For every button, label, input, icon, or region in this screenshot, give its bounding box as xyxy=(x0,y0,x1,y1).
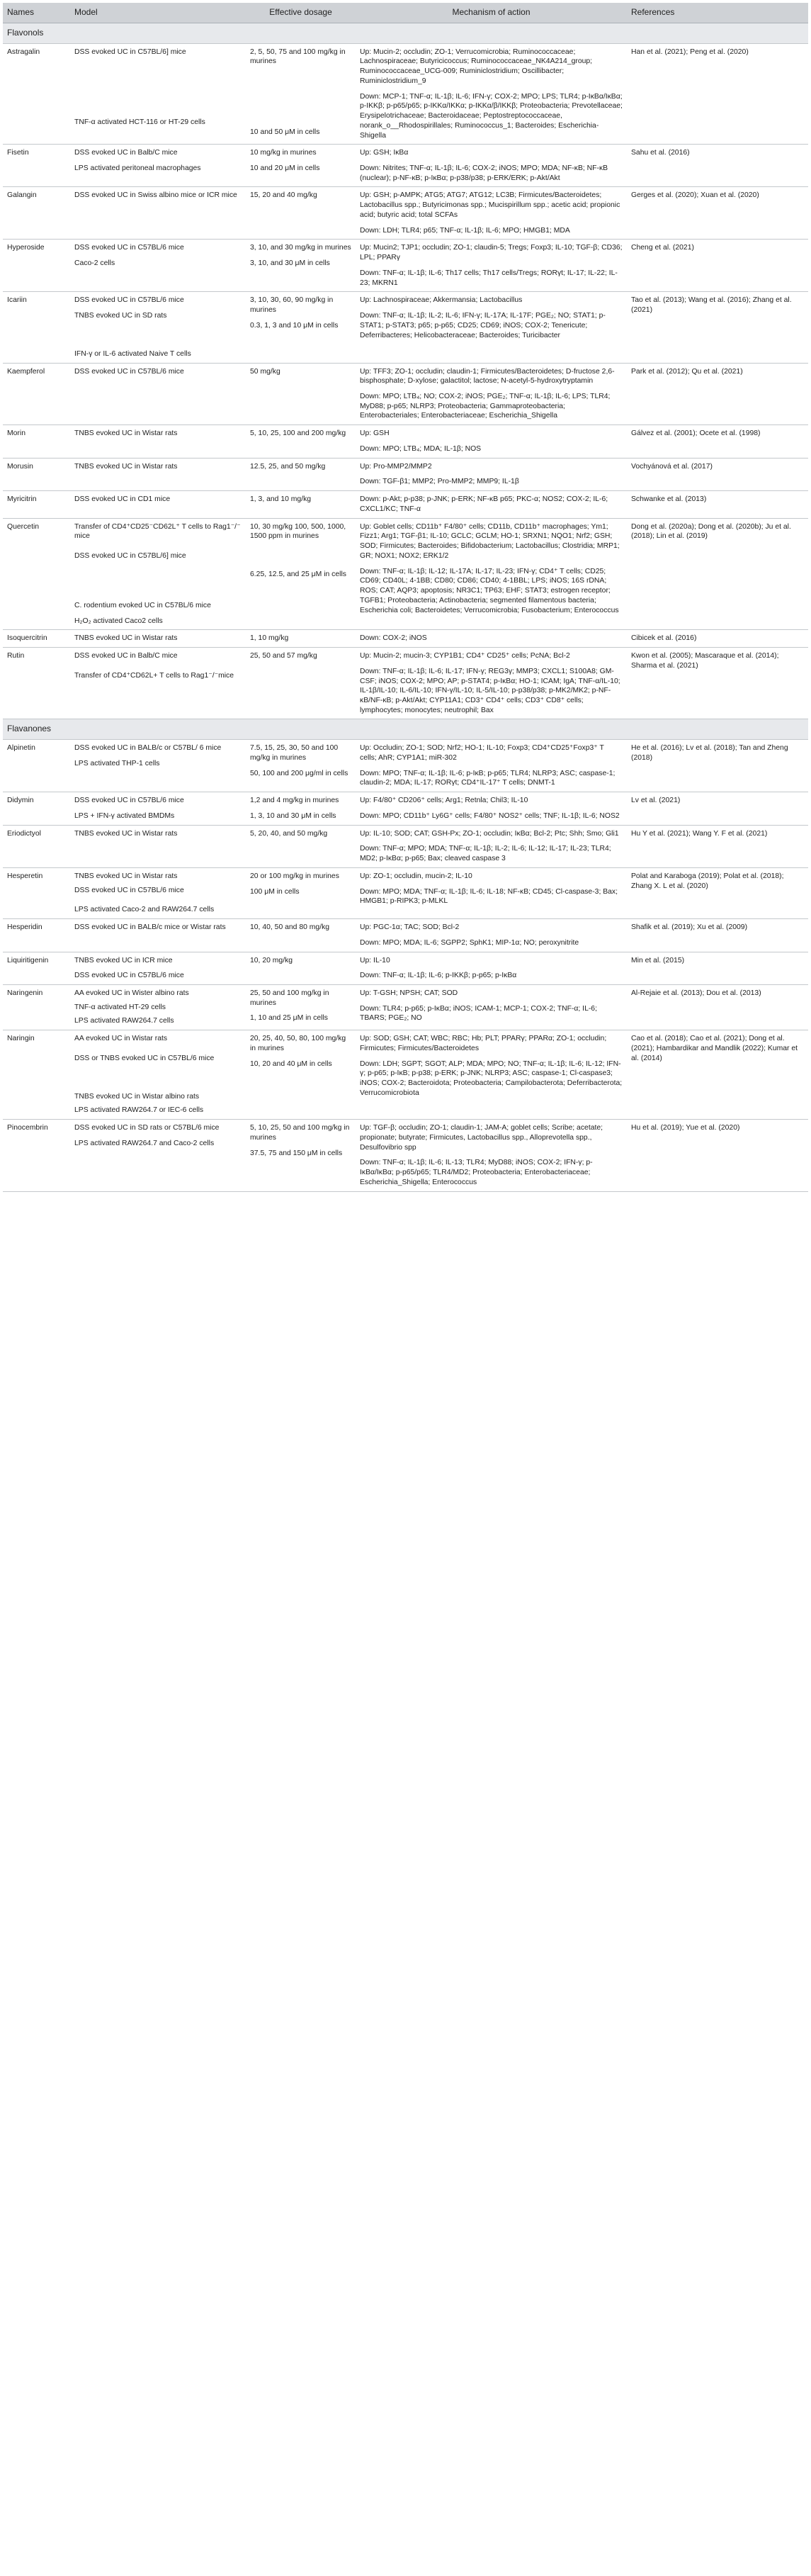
compound-name: Pinocembrin xyxy=(3,1120,70,1191)
compound-name: Hesperetin xyxy=(3,867,70,918)
references-cell: Al-Rejaie et al. (2013); Dou et al. (2013) xyxy=(627,985,808,1030)
dosage-cell xyxy=(246,630,356,648)
mechanism-item: Up: PGC-1α; TAC; SOD; Bcl-2 xyxy=(360,923,460,932)
dosage-cell xyxy=(246,867,356,918)
compound-name: Didymin xyxy=(3,792,70,825)
mechanism-cell xyxy=(356,518,627,630)
table-row xyxy=(3,919,808,952)
model-item: Transfer of CD4⁺CD25⁻CD62L⁺ T cells to Rag1⁻/⁻ mice xyxy=(74,522,241,541)
dosage-item: 1, 10 and 25 μM in cells xyxy=(250,1014,328,1023)
mechanism-item: Down: TGF-β1; MMP2; Pro-MMP2; MMP9; IL-1β xyxy=(360,478,519,486)
mechanism-cell xyxy=(356,292,627,363)
mechanism-item: Up: Mucin-2; mucin-3; CYP1B1; CD4⁺ CD25⁺ cells; PcNA; Bcl-2 xyxy=(360,652,570,660)
table-body xyxy=(3,23,808,1191)
model-item: LPS activated Caco-2 and RAW264.7 cells xyxy=(74,906,215,914)
references-cell: Lv et al. (2021) xyxy=(627,792,808,825)
model-item: DSS evoked UC in BALB/c or C57BL/ 6 mice xyxy=(74,744,222,753)
dosage-item: 10, 40, 50 and 80 mg/kg xyxy=(250,923,330,932)
model-cell xyxy=(70,792,246,825)
mechanism-item: Down: MPO; CD11b⁺ Ly6G⁺ cells; F4/80⁺ NOS2⁺ cells; TNF; IL-1β; IL-6; NOS2 xyxy=(360,811,620,820)
model-item: LPS activated peritoneal macrophages xyxy=(74,164,201,172)
mechanism-cell xyxy=(356,648,627,719)
mechanism-cell xyxy=(356,1120,627,1191)
model-item: DSS evoked UC in C57BL/6 mice xyxy=(74,367,184,376)
dosage-item: 1,2 and 4 mg/kg in murines xyxy=(250,797,339,805)
model-item: LPS activated RAW264.7 or IEC-6 cells xyxy=(74,1106,204,1115)
model-item: DSS evoked UC in C57BL/6] mice xyxy=(74,47,186,56)
mechanism-cell xyxy=(356,985,627,1030)
mechanism-cell xyxy=(356,867,627,918)
dosage-cell xyxy=(246,792,356,825)
model-cell xyxy=(70,1120,246,1191)
compound-name: Eriodictyol xyxy=(3,825,70,867)
mechanism-item: Up: Pro-MMP2/MMP2 xyxy=(360,462,432,471)
dosage-cell xyxy=(246,491,356,518)
dosage-item: 50 mg/kg xyxy=(250,367,280,376)
dosage-cell xyxy=(246,425,356,458)
model-item: DSS evoked UC in Balb/C mice xyxy=(74,652,178,660)
mechanism-cell xyxy=(356,240,627,292)
mechanism-cell xyxy=(356,919,627,952)
model-cell xyxy=(70,43,246,145)
dosage-item: 7.5, 15, 25, 30, 50 and 100 mg/kg in murines xyxy=(250,744,339,762)
compound-name: Naringin xyxy=(3,1030,70,1120)
data-table xyxy=(3,3,808,1192)
mechanism-item: Down: MPO; TNF-α; IL-1β; IL-6; p-IκB; p-p65; TLR4; NLRP3; ASC; caspase-1; claudin-2; MDA; IL-17; RORγt; CD4⁺IL-17⁺ T cells; DNMT-1 xyxy=(360,769,616,787)
dosage-cell xyxy=(246,187,356,240)
dosage-cell xyxy=(246,292,356,363)
mechanism-item: Up: TFF3; ZO-1; occludin; claudin-1; Firmicutes/Bacteroidetes; D-fructose 2,6-bisphosphate; D-xylose; galactitol; lactose; N-acetyl-5-hydroxytryptamin xyxy=(360,367,615,386)
model-cell xyxy=(70,648,246,719)
header-model: Model xyxy=(70,3,246,23)
model-item: DSS evoked UC in C57BL/6 mice xyxy=(74,972,184,980)
mechanism-item: Down: COX-2; iNOS xyxy=(360,634,427,643)
mechanism-item: Up: IL-10 xyxy=(360,956,390,964)
mechanism-cell xyxy=(356,740,627,792)
model-cell xyxy=(70,491,246,518)
references-cell: He et al. (2016); Lv et al. (2018); Tan and Zheng (2018) xyxy=(627,740,808,792)
mechanism-item: Up: SOD; GSH; CAT; WBC; RBC; Hb; PLT; PPARγ; PPARα; ZO-1; occludin; Firmicutes; Firmicutes/Bacteroidetes xyxy=(360,1035,607,1052)
model-cell xyxy=(70,740,246,792)
mechanism-cell xyxy=(356,952,627,984)
compound-name: Rutin xyxy=(3,648,70,719)
references-cell: Kwon et al. (2005); Mascaraque et al. (2014); Sharma et al. (2021) xyxy=(627,648,808,719)
dosage-cell xyxy=(246,518,356,630)
model-item: AA evoked UC in Wister albino rats xyxy=(74,989,189,998)
dosage-item: 10 and 20 μM in cells xyxy=(250,164,320,172)
mechanism-item: Down: p-Akt; p-p38; p-JNK; p-ERK; NF-κB p65; PKC-α; NOS2; COX-2; IL-6; CXCL1/KC; TNF-α xyxy=(360,495,608,513)
mechanism-cell xyxy=(356,145,627,187)
dosage-item: 10 mg/kg in murines xyxy=(250,149,317,157)
dosage-item: 20 or 100 mg/kg in murines xyxy=(250,872,339,880)
model-item: DSS evoked UC in BALB/c mice or Wistar rats xyxy=(74,923,226,932)
references-cell: Polat and Karaboga (2019); Polat et al. (2018); Zhang X. L et al. (2020) xyxy=(627,867,808,918)
table-row xyxy=(3,630,808,648)
model-cell xyxy=(70,145,246,187)
mechanism-item: Up: ZO-1; occludin, mucin-2; IL-10 xyxy=(360,872,472,880)
model-item: TNBS evoked UC in Wistar rats xyxy=(74,634,178,643)
references-cell: Park et al. (2012); Qu et al. (2021) xyxy=(627,363,808,425)
table-row xyxy=(3,867,808,918)
references-cell: Gálvez et al. (2001); Ocete et al. (1998) xyxy=(627,425,808,458)
table-row xyxy=(3,1120,808,1191)
dosage-item: 12.5, 25, and 50 mg/kg xyxy=(250,462,326,471)
section-title: Flavonols xyxy=(3,23,808,43)
header-references: References xyxy=(627,3,808,23)
compound-name: Galangin xyxy=(3,187,70,240)
table-row xyxy=(3,648,808,719)
compound-name: Astragalin xyxy=(3,43,70,145)
model-item: TNBS evoked UC in SD rats xyxy=(74,312,167,320)
mechanism-item: Down: TNF-α; MPO; MDA; TNF-α; IL-1β; IL-2; IL-6; IL-12; IL-17; IL-23; TLR4; MD2; p-IκBα; p-p65; Bax; cleaved caspase 3 xyxy=(360,845,611,863)
mechanism-cell xyxy=(356,187,627,240)
dosage-item: 10, 20 mg/kg xyxy=(250,956,293,964)
dosage-item: 20, 25, 40, 50, 80, 100 mg/kg in murines xyxy=(250,1035,346,1052)
model-item: TNBS evoked UC in Wistar rats xyxy=(74,462,178,471)
table-row xyxy=(3,985,808,1030)
model-cell xyxy=(70,363,246,425)
dosage-item: 5, 20, 40, and 50 mg/kg xyxy=(250,829,328,838)
references-cell: Sahu et al. (2016) xyxy=(627,145,808,187)
dosage-item: 10, 20 and 40 μM in cells xyxy=(250,1059,332,1068)
mechanism-cell xyxy=(356,1030,627,1120)
table-row xyxy=(3,792,808,825)
table-row xyxy=(3,952,808,984)
dosage-cell xyxy=(246,919,356,952)
model-item: Transfer of CD4⁺CD62L+ T cells to Rag1⁻/⁻mice xyxy=(74,671,234,680)
model-item: DSS evoked UC in C57BL/6 mice xyxy=(74,886,184,894)
dosage-item: 0.3, 1, 3 and 10 μM in cells xyxy=(250,321,339,330)
model-cell xyxy=(70,425,246,458)
table-row xyxy=(3,1030,808,1120)
mechanism-item: Down: MPO; LTB₄; MDA; IL-1β; NOS xyxy=(360,444,482,453)
compound-name: Fisetin xyxy=(3,145,70,187)
mechanism-cell xyxy=(356,491,627,518)
dosage-item: 1, 10 mg/kg xyxy=(250,634,289,643)
mechanism-item: Down: TNF-α; IL-1β; IL-6; p-IKKβ; p-p65; p-IκBα xyxy=(360,972,517,980)
references-cell: Min et al. (2015) xyxy=(627,952,808,984)
mechanism-cell xyxy=(356,425,627,458)
mechanism-item: Down: MPO; MDA; IL-6; SGPP2; SphK1; MIP-1α; NO; peroxynitrite xyxy=(360,938,579,947)
table-row xyxy=(3,518,808,630)
dosage-item: 2, 5, 50, 75 and 100 mg/kg in murines xyxy=(250,47,346,66)
mechanism-item: Down: MPO; LTB₄; NO; COX-2; iNOS; PGE₂; TNF-α; IL-1β; IL-6; LPS; TLR4; MyD88; p-p65; NLRP3; Proteobacteria; Gammaproteobacteria; Enterobacteriales; Enterobacteriaceae; Escherichia_Shigella xyxy=(360,393,611,420)
table-row xyxy=(3,145,808,187)
model-item: DSS evoked UC in Swiss albino mice or ICR mice xyxy=(74,191,237,200)
table-row xyxy=(3,363,808,425)
mechanism-item: Up: F4/80⁺ CD206⁺ cells; Arg1; Retnla; Chil3; IL-10 xyxy=(360,797,528,805)
mechanism-item: Down: TNF-α; IL-1β; IL-6; Th17 cells; Th17 cells/Tregs; RORγt; IL-17; IL-22; IL-23; MKRN1 xyxy=(360,269,618,287)
table-header xyxy=(3,3,808,23)
compound-name: Morusin xyxy=(3,458,70,490)
mechanism-item: Down: MPO; MDA; TNF-α; IL-1β; IL-6; IL-18; NF-κB; CD45; Cl-caspase-3; Bax; HMGB1; p-RIPK3; p-MLKL xyxy=(360,887,618,906)
dosage-item: 3, 10, and 30 μM in cells xyxy=(250,259,330,268)
table-row xyxy=(3,187,808,240)
dosage-cell xyxy=(246,363,356,425)
model-item: LPS activated RAW264.7 cells xyxy=(74,1017,174,1025)
compound-name: Isoquercitrin xyxy=(3,630,70,648)
dosage-cell xyxy=(246,43,356,145)
references-cell: Tao et al. (2013); Wang et al. (2016); Zhang et al. (2021) xyxy=(627,292,808,363)
mechanism-cell xyxy=(356,363,627,425)
mechanism-item: Down: Nitrites; TNF-α; IL-1β; IL-6; COX-2; iNOS; MPO; MDA; NF-κB; NF-κB (nuclear); p-NF-κB; p-IκBα; p-p38/p38; p-ERK/ERK; p-Akt/Akt xyxy=(360,164,608,182)
mechanism-item: Down: TNF-α; IL-1β; IL-6; IL-17; IFN-γ; REG3γ; MMP3; CXCL1; S100A8; GM-CSF; iNOS; COX-2; MPO; AP; p-STAT4; p-IκBα; HO-1; ICAM; IgA; TNF-α/IL-10; IL-1β/IL-10; IL-6/IL-10; IFN-γ/IL-10; IL-5/IL-10; p-p38/p38; p-MK2/MK2; p-NF-κB/NF-κB; p-Akt/Akt; CYP11A1; CD3⁺ CD4⁺ cells; CD3⁺ CD8⁺ cells; lymphocytes; monocytes; neutrophil; Bax xyxy=(360,667,620,714)
mechanism-item: Up: Occludin; ZO-1; SOD; Nrf2; HO-1; IL-10; Foxp3; CD4⁺CD25⁺Foxp3⁺ T cells; AhR; CYP1A1; miR-302 xyxy=(360,744,604,762)
compound-name: Kaempferol xyxy=(3,363,70,425)
model-item: DSS evoked UC in C57BL/6 mice xyxy=(74,244,184,252)
mechanism-item: Down: MCP-1; TNF-α; IL-1β; IL-6; IFN-γ; COX-2; MPO; LPS; TLR4; p-IκBα/IκBα; p-IKKβ; p-p65/p65; p-IKKα/IKKα; p-IKKα/β/IKKβ; Proteobacteria; Prevotellaceae; Erysipelotrichaceae; Bacteroidaceae; Peptostreptococcaceae, norank_o__Rhodospirillales; Ruminococcus_1; Bacteroides; Escherichia-Shigella xyxy=(360,92,623,140)
model-item: C. rodentium evoked UC in C57BL/6 mice xyxy=(74,601,211,609)
compound-name: Quercetin xyxy=(3,518,70,630)
references-cell: Dong et al. (2020a); Dong et al. (2020b); Ju et al. (2018); Lin et al. (2019) xyxy=(627,518,808,630)
references-cell: Hu et al. (2019); Yue et al. (2020) xyxy=(627,1120,808,1191)
model-cell xyxy=(70,187,246,240)
compound-name: Hesperidin xyxy=(3,919,70,952)
dosage-item: 3, 10, and 30 mg/kg in murines xyxy=(250,244,351,252)
references-cell: Schwanke et al. (2013) xyxy=(627,491,808,518)
model-item: TNF-α activated HT-29 cells xyxy=(74,1003,166,1011)
model-item: DSS evoked UC in CD1 mice xyxy=(74,495,171,504)
dosage-item: 3, 10, 30, 60, 90 mg/kg in murines xyxy=(250,296,334,315)
dosage-cell xyxy=(246,240,356,292)
header-mechanism: Mechanism of action xyxy=(356,3,627,23)
dosage-cell xyxy=(246,740,356,792)
model-item: LPS + IFN-γ activated BMDMs xyxy=(74,811,175,820)
compound-name: Hyperoside xyxy=(3,240,70,292)
dosage-item: 50, 100 and 200 μg/ml in cells xyxy=(250,769,348,777)
model-item: DSS evoked UC in C57BL/6 mice xyxy=(74,296,184,305)
dosage-item: 100 μM in cells xyxy=(250,887,300,896)
model-item: DSS evoked UC in Balb/C mice xyxy=(74,149,178,157)
references-cell: Han et al. (2021); Peng et al. (2020) xyxy=(627,43,808,145)
model-item: DSS evoked UC in SD rats or C57BL/6 mice xyxy=(74,1124,220,1132)
compound-name: Morin xyxy=(3,425,70,458)
references-cell: Cibicek et al. (2016) xyxy=(627,630,808,648)
dosage-item: 25, 50 and 100 mg/kg in murines xyxy=(250,989,329,1007)
dosage-item: 1, 3, 10 and 30 μM in cells xyxy=(250,811,336,820)
model-item: TNBS evoked UC in Wistar rats xyxy=(74,429,178,438)
model-item: AA evoked UC in Wistar rats xyxy=(74,1035,168,1043)
model-cell xyxy=(70,630,246,648)
model-cell xyxy=(70,952,246,984)
dosage-item: 5, 10, 25, 100 and 200 mg/kg xyxy=(250,429,346,438)
mechanism-item: Down: TNF-α; IL-1β; IL-12; IL-17A; IL-17; IL-23; IFN-γ; CD4⁺ T cells; CD25; CD69; CD40L; 4-1BB; CD80; CD86; CD40; 4-1BBL; LPS; iNOS; 16S rDNA; ROS; CAT; AQP3; apoptosis; NR3C1; TP63; EHF; STAT3; estrogen receptor; TGFB1; Proteobacteria; Actinobacteria; segmented filamentous bacteria; Escherichia coli; Bacteroidetes; Verrucomicrobia; Fusobacterium; Enterococcus xyxy=(360,567,619,614)
mechanism-item: Up: GSH xyxy=(360,429,390,438)
mechanism-item: Up: TGF-β; occludin; ZO-1; claudin-1; JAM-A; goblet cells; Scribe; acetate; propionate; butyrate; Firmicutes, Lactobacillus spp., Alloprevotella spp., Desulfovibrio spp xyxy=(360,1124,603,1152)
dosage-cell xyxy=(246,952,356,984)
references-cell: Gerges et al. (2020); Xuan et al. (2020) xyxy=(627,187,808,240)
mechanism-item: Up: IL-10; SOD; CAT; GSH-Px; ZO-1; occludin; IκBα; Bcl-2; Ptc; Shh; Smo; Gli1 xyxy=(360,829,619,838)
table-row xyxy=(3,425,808,458)
mechanism-item: Up: Goblet cells; CD11b⁺ F4/80⁺ cells; CD11b, CD11b⁺ macrophages; Ym1; Fizz1; Arg1; TGF-β1; IL-10; GCLC; GCLM; HO-1; SRXN1; NQO1; Nrf2; GSH; SOD; Firmicutes; Bacteroides; Bifidobacterium; Lactobacillus; Clostridia; MRP1; GR; NOX1; NOX2; ERK1/2 xyxy=(360,522,620,560)
mechanism-cell xyxy=(356,825,627,867)
section-row xyxy=(3,23,808,43)
table-row xyxy=(3,292,808,363)
mechanism-item: Up: GSH; IκBα xyxy=(360,149,409,157)
model-item: TNF-α activated HCT-116 or HT-29 cells xyxy=(74,118,205,127)
model-cell xyxy=(70,292,246,363)
dosage-cell xyxy=(246,1030,356,1120)
mechanism-item: Down: TLR4; p-p65; p-IκBα; iNOS; ICAM-1; MCP-1; COX-2; TNF-α; IL-6; TBARS; PGE₂; NO xyxy=(360,1004,597,1023)
mechanism-cell xyxy=(356,630,627,648)
mechanism-item: Up: Mucin-2; occludin; ZO-1; Verrucomicrobia; Ruminococcaceae; Lachnospiraceae; Butyricicoccus; Ruminococcaceae_NK4A214_group; Ruminococcaceae_UCG-009; Ruminiclostridium; Oscillibacter; Ruminiclostridium_9 xyxy=(360,47,593,85)
mechanism-item: Down: LDH; SGPT; SGOT; ALP; MDA; MPO; NO; TNF-α; IL-1β; IL-6; IL-12; IFN-γ; p-p65; p-IκB; p-p38; p-ERK; p-JNK; NLRP3; ASC; caspase-1; Cl-caspase3; iNOS; COX-2; Bacteroidota; Proteobacteria; Campilobacterota; Deferribacterota; Verrucomicrobiota xyxy=(360,1059,623,1097)
mechanism-cell xyxy=(356,43,627,145)
dosage-item: 10 and 50 μM in cells xyxy=(250,128,320,137)
compound-name: Alpinetin xyxy=(3,740,70,792)
model-cell xyxy=(70,867,246,918)
mechanism-item: Down: LDH; TLR4; p65; TNF-α; IL-1β; IL-6; MPO; HMGB1; MDA xyxy=(360,226,570,235)
section-title: Flavanones xyxy=(3,719,808,740)
dosage-item: 37.5, 75 and 150 μM in cells xyxy=(250,1149,343,1157)
mechanism-item: Up: T-GSH; NPSH; CAT; SOD xyxy=(360,989,458,998)
model-item: LPS activated RAW264.7 and Caco-2 cells xyxy=(74,1139,215,1147)
dosage-cell xyxy=(246,648,356,719)
model-item: Caco-2 cells xyxy=(74,259,115,268)
model-item: TNBS evoked UC in Wistar albino rats xyxy=(74,1092,200,1101)
dosage-item: 25, 50 and 57 mg/kg xyxy=(250,652,317,660)
mechanism-item: Down: TNF-α; IL-1β; IL-6; IL-13; TLR4; MyD88; iNOS; COX-2; IFN-γ; p-IκBα/IκBα; p-p65/p65; TLR4/MD2; Proteobacteria; Enterobacteriaceae; Escherichia_Shigella; Enterococcus xyxy=(360,1159,593,1186)
table-row xyxy=(3,240,808,292)
section-row xyxy=(3,719,808,740)
compound-name: Icariin xyxy=(3,292,70,363)
mechanism-item: Up: GSH; p-AMPK; ATG5; ATG7; ATG12; LC3B; Firmicutes/Bacteroidetes; Lactobacillus spp.; Butyricimonas spp.; Mucispirillum spp.; acetic acid; propionic acid; butyric acid; total SCFAs xyxy=(360,191,620,219)
mechanism-cell xyxy=(356,458,627,490)
dosage-cell xyxy=(246,145,356,187)
dosage-item: 6.25, 12.5, and 25 μM in cells xyxy=(250,570,346,579)
header-effective-dosage: Effective dosage xyxy=(246,3,356,23)
dosage-cell xyxy=(246,1120,356,1191)
references-cell: Hu Y et al. (2021); Wang Y. F et al. (2021) xyxy=(627,825,808,867)
table-row xyxy=(3,43,808,145)
model-cell xyxy=(70,458,246,490)
header-names: Names xyxy=(3,3,70,23)
model-item: TNBS evoked UC in Wistar rats xyxy=(74,872,178,880)
dosage-item: 10, 30 mg/kg 100, 500, 1000, 1500 ppm in murines xyxy=(250,522,346,541)
references-cell: Vochyánová et al. (2017) xyxy=(627,458,808,490)
model-item: DSS or TNBS evoked UC in C57BL/6 mice xyxy=(74,1054,215,1062)
references-cell: Shafik et al. (2019); Xu et al. (2009) xyxy=(627,919,808,952)
references-cell: Cao et al. (2018); Cao et al. (2021); Dong et al. (2021); Hambardikar and Mandlik (2022); Kumar et al. (2014) xyxy=(627,1030,808,1120)
table-row xyxy=(3,740,808,792)
mechanism-item: Up: Lachnospiraceae; Akkermansia; Lactobacillus xyxy=(360,296,523,305)
mechanism-item: Up: Mucin2; TJP1; occludin; ZO-1; claudin-5; Tregs; Foxp3; IL-10; TGF-β; CD36; LPL; PPARγ xyxy=(360,244,623,262)
references-cell: Cheng et al. (2021) xyxy=(627,240,808,292)
model-cell xyxy=(70,825,246,867)
compound-name: Liquiritigenin xyxy=(3,952,70,984)
model-item: LPS activated THP-1 cells xyxy=(74,760,160,767)
table-row xyxy=(3,458,808,490)
compound-name: Naringenin xyxy=(3,985,70,1030)
model-item: TNBS evoked UC in Wistar rats xyxy=(74,829,178,838)
dosage-item: 1, 3, and 10 mg/kg xyxy=(250,495,312,504)
dosage-cell xyxy=(246,985,356,1030)
model-cell xyxy=(70,985,246,1030)
model-item: H₂O₂ activated Caco2 cells xyxy=(74,617,163,625)
model-cell xyxy=(70,518,246,630)
dosage-cell xyxy=(246,458,356,490)
table-row xyxy=(3,825,808,867)
table-row xyxy=(3,491,808,518)
dosage-item: 15, 20 and 40 mg/kg xyxy=(250,191,317,200)
dosage-item: 5, 10, 25, 50 and 100 mg/kg in murines xyxy=(250,1124,350,1142)
model-cell xyxy=(70,919,246,952)
mechanism-item: Down: TNF-α; IL-1β; IL-2; IL-6; IFN-γ; IL-17A; IL-17F; PGE₂; NO; STAT1; p-STAT1; p-STAT3; p65; p-p65; CD25; CD69; iNOS; COX-2; Tenericute; Deferribacteres; Helicobacteraceae; Bacteroides; Turicibacter xyxy=(360,312,606,339)
compound-name: Myricitrin xyxy=(3,491,70,518)
model-cell xyxy=(70,240,246,292)
model-item: DSS evoked UC in C57BL/6] mice xyxy=(74,552,186,561)
model-item: TNBS evoked UC in ICR mice xyxy=(74,956,173,964)
mechanism-cell xyxy=(356,792,627,825)
model-item: DSS evoked UC in C57BL/6 mice xyxy=(74,797,184,805)
model-cell xyxy=(70,1030,246,1120)
model-item: IFN-γ or IL-6 activated Naive T cells xyxy=(74,349,191,358)
dosage-cell xyxy=(246,825,356,867)
